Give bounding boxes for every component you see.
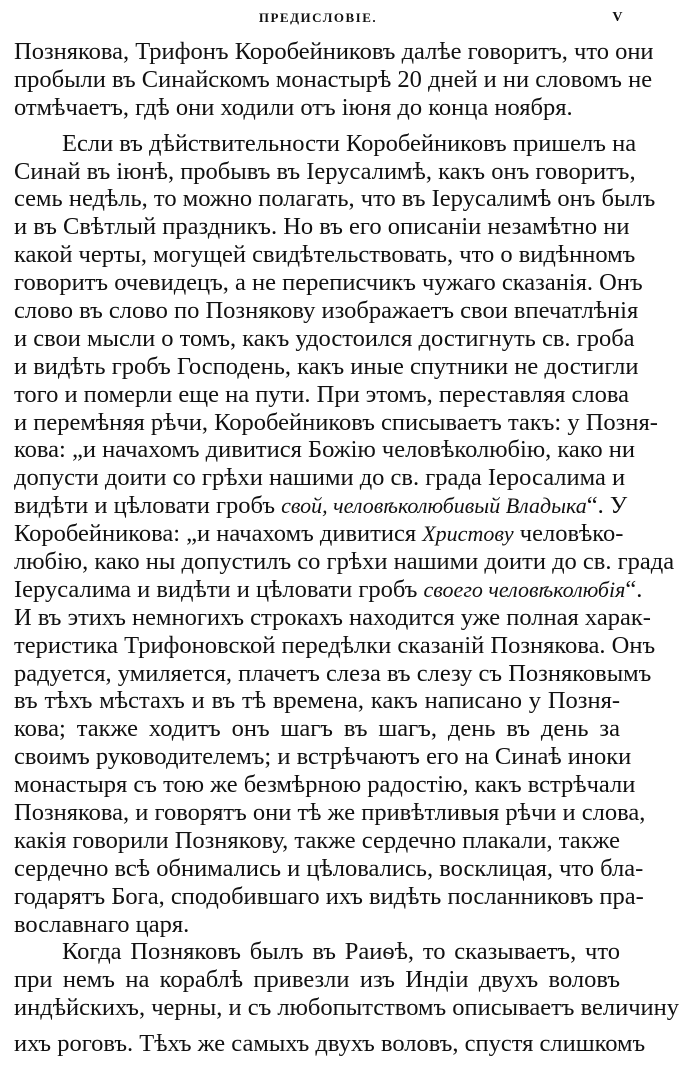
text-line: вославнаго царя. (14, 910, 190, 938)
italic-quote: своего человѣколюбія (423, 576, 626, 602)
text-line: кова: „и начахомъ дивитися Божію человѣколюбію, како ни (14, 436, 636, 464)
text-line: радуется, умиляется, плачетъ слеза въ слезу съ Позняковымъ (14, 659, 652, 687)
text-line: при немъ на кораблѣ привезли изъ Индіи двухъ воловъ (14, 966, 620, 994)
text-line: семь недѣль, то можно полагать, что въ Іерусалимѣ онъ былъ (14, 185, 656, 213)
text-line: отмѣчаетъ, гдѣ они ходили отъ іюня до конца ноября. (14, 93, 573, 121)
text-line: и видѣть гробъ Господень, какъ иные спутники не достигли (14, 352, 639, 380)
text-line: и перемѣняя рѣчи, Коробейниковъ списываетъ такъ: у Позня- (14, 408, 658, 436)
text-line: Познякова, и говорятъ они тѣ же привѣтливыя рѣчи и слова, (14, 799, 646, 826)
text-line: Коробейникова: „и начахомъ дивитися Христову человѣко- (14, 520, 624, 548)
text-line: любію, како ны допустилъ со грѣхи нашими доити до св. града (14, 548, 675, 575)
text-line: того и померли еще на пути. При этомъ, переставляя слова (14, 380, 629, 408)
section-title: ПРЕДИСЛОВІЕ. (258, 10, 378, 25)
text-line: Если въ дѣйствительности Коробейниковъ пришелъ на (62, 129, 637, 157)
text-line: сердечно всѣ обнимались и цѣловались, восклицая, что бла- (14, 854, 644, 882)
text-line: и свои мысли о томъ, какъ удостоился достигнуть св. гроба (14, 324, 635, 352)
text-line: какія говорили Познякову, также сердечно плакали, также (14, 826, 620, 854)
text-line: пробыли въ Синайскомъ монастырѣ 20 дней и ни словомъ не (14, 65, 653, 93)
text-line: говоритъ очевидецъ, а не переписчикъ чужаго сказанія. Онъ (14, 269, 643, 297)
text-line: Синай въ іюнѣ, пробывъ въ Іерусалимѣ, какъ онъ говоритъ, (14, 157, 636, 185)
text-line: монастыря съ тою же безмѣрною радостію, какъ встрѣчали (14, 771, 636, 799)
running-header (0, 10, 636, 30)
text-line: индѣйскихъ, черны, и съ любопытствомъ описываетъ величину (14, 994, 679, 1022)
text-line: кова; также ходитъ онъ шагъ въ шагъ, день въ день за (14, 715, 620, 743)
italic-word: Христову (422, 521, 514, 547)
text-line: слово въ слово по Познякову изображаетъ свои впечатлѣнія (14, 297, 639, 324)
text-line: допусти доити со грѣхи нашими до св. града Іеросалима и (14, 464, 626, 492)
text-line: своимъ руководителемъ; и встрѣчаютъ его на Синаѣ иноки (14, 743, 632, 771)
text-line: Познякова, Трифонъ Коробейниковъ далѣе говоритъ, что они (14, 38, 654, 65)
text-line: И въ этихъ немногихъ строкахъ находится уже полная харак- (14, 603, 651, 631)
text-line: годарятъ Бога, сподобившаго ихъ видѣть посланниковъ пра- (14, 882, 644, 910)
page-number: V (612, 10, 624, 25)
text-line: и въ Свѣтлый праздникъ. Но въ его описаніи незамѣтно ни (14, 213, 630, 241)
text-line: въ тѣхъ мѣстахъ и въ тѣ времена, какъ написано у Позня- (14, 687, 620, 715)
text-line: какой черты, могущей свидѣтельствовать, что о видѣнномъ (14, 241, 636, 269)
text-line: видѣти и цѣловати гробъ свой, человѣколюбивый Владыка“. У (14, 492, 628, 520)
italic-quote: свой, человѣколюбивый Владыка (281, 493, 587, 519)
text-line: ихъ роговъ. Тѣхъ же самыхъ двухъ воловъ, спустя слишкомъ (14, 1030, 646, 1058)
text-line: Іерусалима и видѣти и цѣловати гробъ своего человѣколюбія“. (14, 575, 643, 603)
text-line: Когда Позняковъ былъ въ Раиѳѣ, то сказываетъ, что (62, 938, 620, 966)
text-line: теристика Трифоновской передѣлки сказаній Познякова. Онъ (14, 631, 656, 659)
